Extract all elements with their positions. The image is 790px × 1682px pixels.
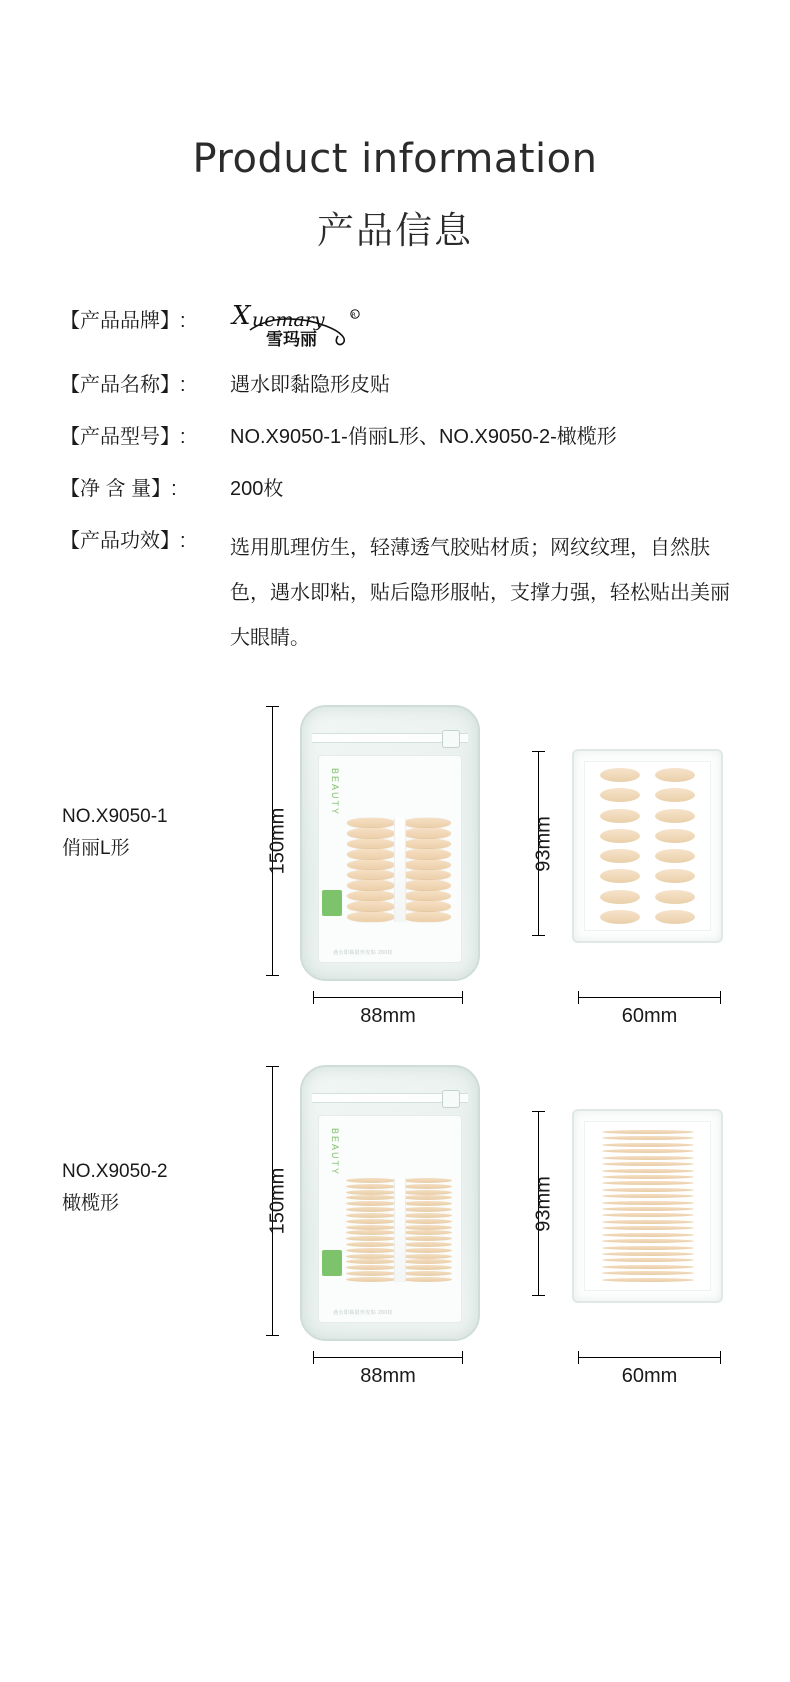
pouch-width-dimension	[313, 997, 463, 1027]
product-name-line2: 俏丽L形	[62, 838, 130, 859]
sheet-width-value: 60mm	[621, 1365, 678, 1387]
sticker-sheet-inner	[584, 761, 711, 931]
pouch-height-dimension: 150mm	[272, 706, 273, 976]
info-row-features	[60, 526, 734, 661]
strip-column-right	[401, 818, 453, 922]
svg-text:uemary: uemary	[252, 309, 325, 331]
strip-column-right	[401, 1178, 453, 1282]
pouch-footnote: 遇水即黏隐形皮贴 200枚	[333, 1310, 393, 1316]
sticker-sheet	[572, 1109, 723, 1303]
beauty-side-text: BEAUTY	[330, 768, 340, 817]
info-value: NO.X9050-1-俏丽L形、NO.X9050-2-橄榄形	[230, 426, 617, 448]
product-name	[62, 801, 168, 865]
pouch-height-dimension: 150mm	[272, 1066, 273, 1336]
info-label: 【产品功效】:	[60, 530, 186, 552]
brand-logo-svg	[230, 300, 390, 348]
sticker-sheet-inner	[584, 1121, 711, 1291]
strip-column-left	[345, 818, 397, 922]
center-divider	[394, 1178, 406, 1282]
beauty-side-text: BEAUTY	[330, 1128, 340, 1177]
sheet-column-right	[655, 768, 695, 924]
pouch-package	[300, 705, 480, 981]
product-info-list	[0, 301, 790, 661]
pouch-width-dimension	[313, 1357, 463, 1387]
pouch-package	[300, 1065, 480, 1341]
zip-seal	[312, 1093, 468, 1103]
product-name	[62, 1156, 168, 1220]
green-tag	[322, 1250, 342, 1276]
pouch-inner-card	[318, 1115, 462, 1323]
svg-text:X: X	[232, 301, 251, 331]
sheet-column-left	[600, 768, 640, 924]
sheet-height-dimension: 93mm	[538, 1111, 539, 1296]
info-row-brand	[60, 301, 734, 348]
green-tag	[322, 890, 342, 916]
info-value: 遇水即黏隐形皮贴	[230, 374, 390, 396]
info-row-name	[60, 370, 734, 400]
center-divider	[394, 818, 406, 922]
sheet-width-dimension	[578, 1357, 721, 1387]
info-row-quantity	[60, 474, 734, 504]
pouch-width-value: 88mm	[360, 1365, 416, 1387]
svg-text:R: R	[351, 312, 356, 319]
page-title-cn: 产品信息	[317, 210, 473, 251]
zip-seal	[312, 733, 468, 743]
product-block-x9050-1	[0, 701, 790, 1056]
info-value: 选用肌理仿生，轻薄透气胶贴材质；网纹纹理，自然肤色，遇水即粘，贴后隐形服帖，支撑力强，轻松贴出美丽大眼睛。	[230, 537, 730, 649]
page-title-en: Product information	[192, 136, 598, 182]
pouch-footnote: 遇水即黏隐形皮贴 200枚	[333, 950, 393, 956]
strip-column-left	[345, 1178, 397, 1282]
sheet-width-dimension	[578, 997, 721, 1027]
sheet-height-dimension: 93mm	[538, 751, 539, 936]
product-name-line2: 橄榄形	[62, 1193, 120, 1214]
info-label: 【产品名称】:	[60, 374, 186, 396]
info-label: 【产品品牌】:	[60, 310, 186, 332]
info-value: 200枚	[230, 478, 284, 500]
pouch-width-value: 88mm	[360, 1005, 416, 1027]
sheet-width-value: 60mm	[621, 1005, 678, 1027]
sticker-sheet	[572, 749, 723, 943]
lash-strips-group	[351, 818, 447, 922]
svg-text:雪玛丽: 雪玛丽	[266, 330, 317, 348]
zip-tab	[442, 730, 460, 748]
product-name-line1: NO.X9050-2	[62, 1161, 168, 1182]
product-name-line1: NO.X9050-1	[62, 806, 168, 827]
product-block-x9050-2	[0, 1056, 790, 1411]
brand-logo	[230, 300, 390, 348]
pouch-inner-card	[318, 755, 462, 963]
product-figures	[0, 701, 790, 1411]
info-label: 【净 含 量】:	[60, 478, 177, 500]
olive-strips-group	[351, 1178, 447, 1282]
info-label: 【产品型号】:	[60, 426, 186, 448]
zip-tab	[442, 1090, 460, 1108]
info-row-model	[60, 422, 734, 452]
info-value	[230, 301, 734, 348]
